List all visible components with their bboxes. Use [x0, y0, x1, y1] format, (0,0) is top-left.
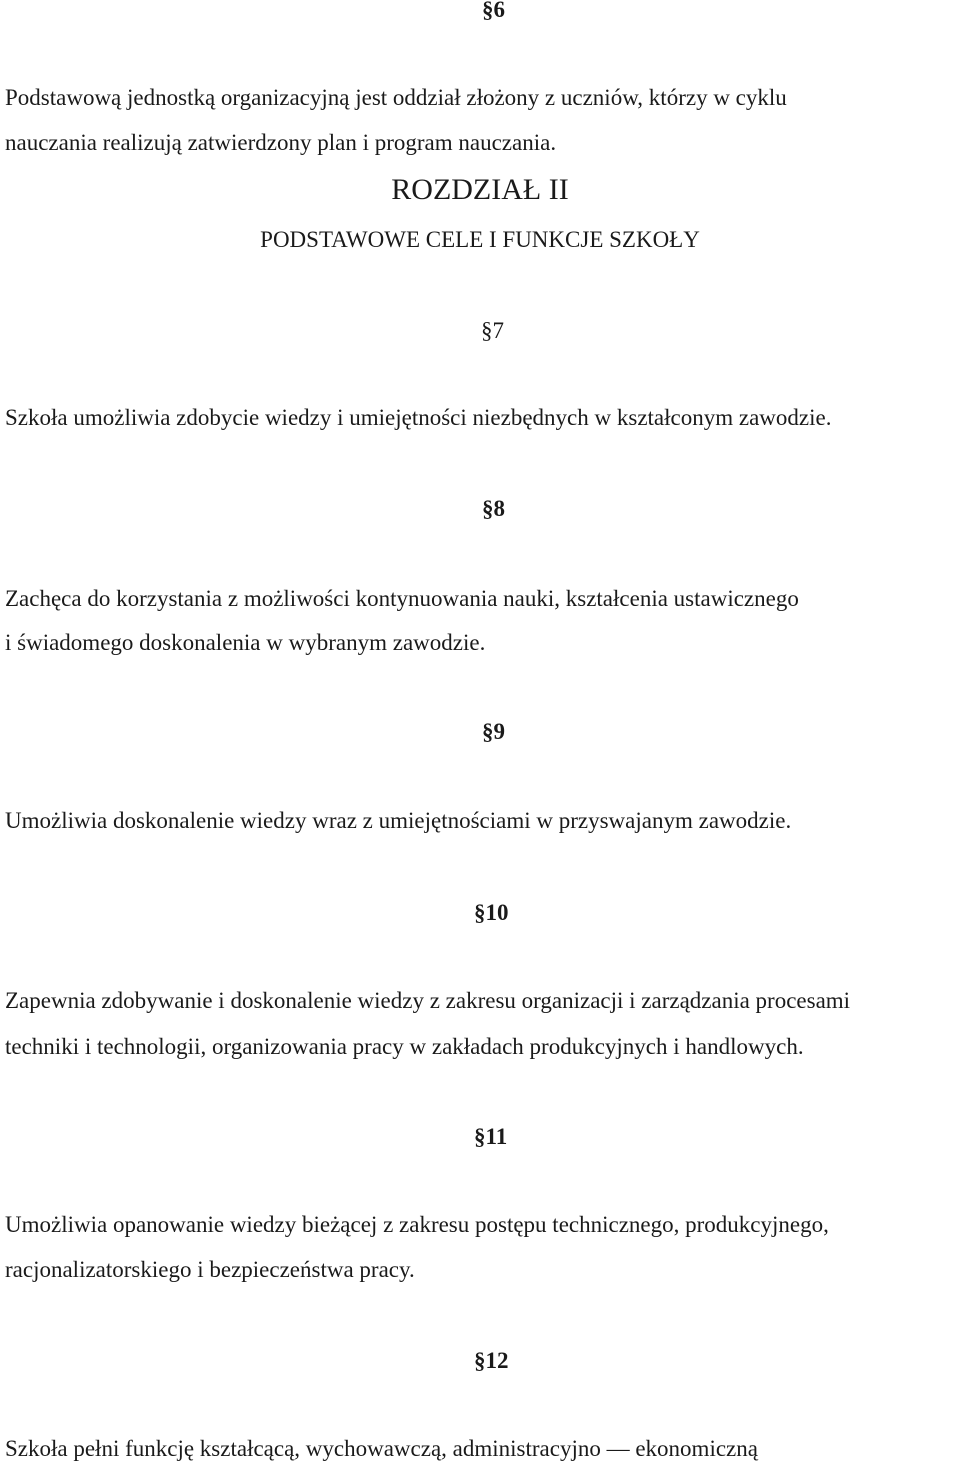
paragraph-8-line-1: Zachęca do korzystania z możliwości kontynuowania nauki, kształcenia ustawicznego — [5, 586, 799, 611]
paragraph-6-line-1: Podstawową jednostką organizacyjną jest oddział złożony z uczniów, którzy w cyklu — [5, 85, 787, 110]
section-heading-11: §11 — [474, 1124, 508, 1149]
paragraph-9-line-1: Umożliwia doskonalenie wiedzy wraz z umiejętnościami w przyswajanym zawodzie. — [5, 808, 792, 833]
paragraph-8-line-2: i świadomego doskonalenia w wybranym zawodzie. — [5, 630, 486, 655]
section-heading-6: §6 — [482, 0, 505, 22]
section-heading-12: §12 — [474, 1348, 509, 1373]
section-heading-10: §10 — [474, 900, 509, 925]
paragraph-11-line-2: racjonalizatorskiego i bezpieczeństwa pracy. — [5, 1257, 415, 1282]
section-heading-7: §7 — [481, 318, 504, 343]
section-heading-9: §9 — [482, 719, 505, 744]
paragraph-10-line-2: techniki i technologii, organizowania pracy w zakładach produkcyjnych i handlowych. — [5, 1034, 804, 1059]
paragraph-6-line-2: nauczania realizują zatwierdzony plan i program nauczania. — [5, 130, 557, 155]
chapter-subtitle: PODSTAWOWE CELE I FUNKCJE SZKOŁY — [260, 227, 700, 252]
section-heading-8: §8 — [482, 496, 505, 521]
paragraph-11-line-1: Umożliwia opanowanie wiedzy bieżącej z zakresu postępu technicznego, produkcyjnego, — [5, 1212, 829, 1237]
chapter-title: ROZDZIAŁ II — [391, 173, 569, 206]
paragraph-7-line-1: Szkoła umożliwia zdobycie wiedzy i umiejętności niezbędnych w kształconym zawodzie. — [5, 405, 832, 430]
paragraph-10-line-1: Zapewnia zdobywanie i doskonalenie wiedzy z zakresu organizacji i zarządzania procesami — [5, 988, 851, 1013]
paragraph-12-line-1: Szkoła pełni funkcję kształcącą, wychowawczą, administracyjno ― ekonomiczną — [5, 1436, 758, 1461]
